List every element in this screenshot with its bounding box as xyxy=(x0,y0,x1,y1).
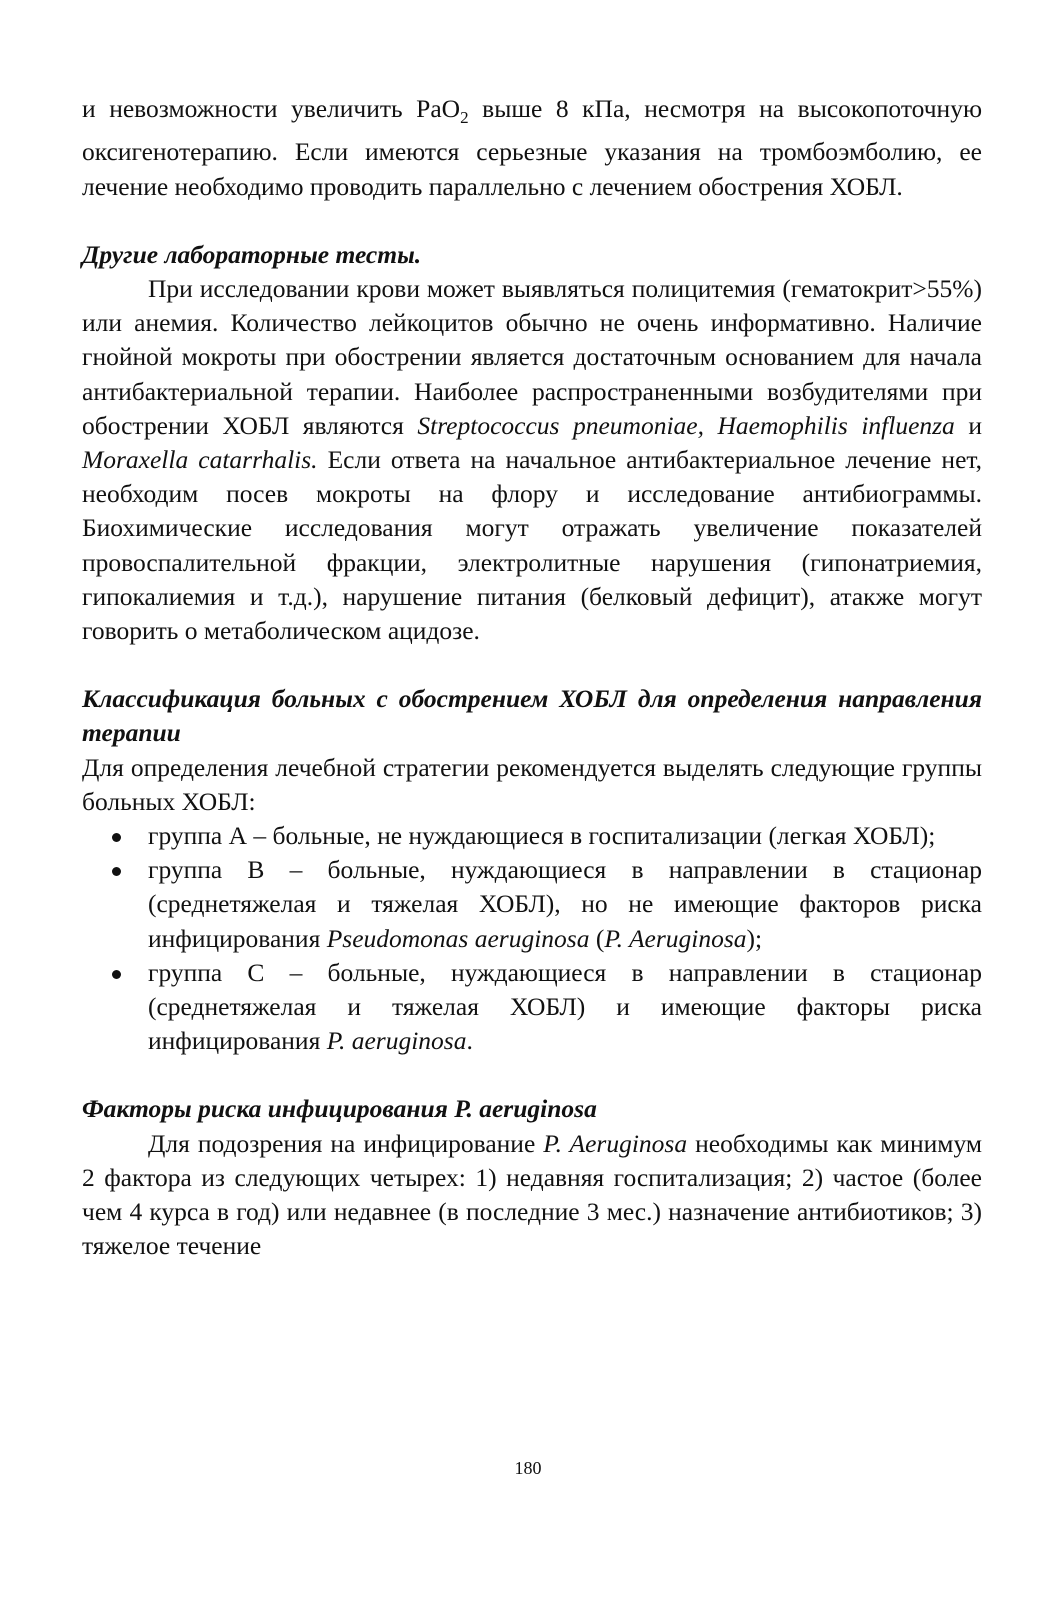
group-c-italic: P. aeruginosa xyxy=(326,1026,467,1056)
group-b-text-b: ( xyxy=(589,923,605,953)
bullet-icon xyxy=(112,833,121,842)
risk-text-b: необходимы как минимум 2 фактора из следующих четырех: 1) недавняя госпитализация; 2) частое (более чем 4 курса в год) или недавнее (в последние 3 мес.) назначение антибиотиков; 3) тяжелое течение xyxy=(82,1128,982,1261)
group-a-item xyxy=(82,819,982,853)
risk-text-a: Для подозрения на инфицирование xyxy=(148,1128,544,1158)
bullet-icon xyxy=(112,970,121,979)
groups-list xyxy=(82,819,982,1058)
group-b-text-c: ); xyxy=(746,923,763,953)
classification-heading: Классификация больных с обострением ХОБЛ для определения направления терапии xyxy=(82,684,982,748)
group-c-text-b: . xyxy=(466,1026,473,1056)
risk-italic: P. Aeruginosa xyxy=(543,1128,688,1158)
lab-text-a: При исследовании крови может выявляться полицитемия (гематокрит>55%) или анемия. Количество лейкоцитов обычно не очень информативно. Наличие гнойной мокроты при обострении является достаточным основанием для начала антибактериальной терапии. Наиболее распространенными возбудителями при обострении ХОБЛ являются xyxy=(82,273,982,440)
intro-text-a: и невозможности увеличить PaO xyxy=(82,94,461,123)
lab-pathogens-italic-2: Moraxella catarrhalis. xyxy=(82,444,318,474)
bullet-icon xyxy=(112,867,121,876)
lab-tests-paragraph xyxy=(82,272,982,648)
intro-paragraph xyxy=(82,92,982,204)
lab-text-c: Если ответа на начальное антибактериальное лечение нет, необходим посев мокроты на флору и исследование антибиограммы. Биохимические исследования могут отражать увеличение показателей провоспалительной фракции, электролитные нарушения (гипонатриемия, гипокалиемия и т.д.), нарушение питания (белковый дефицит), атакже могут говорить о метаболическом ацидозе. xyxy=(82,444,982,645)
risk-factors-paragraph xyxy=(82,1127,982,1264)
page-number: 180 xyxy=(514,1458,542,1478)
group-c-item xyxy=(82,956,982,1059)
group-b-text-a: группа В – больные, нуждающиеся в направлении в стационар (среднетяжелая и тяжелая ХОБЛ), но не имеющие факторов риска инфицирования xyxy=(148,855,982,953)
page-content xyxy=(82,92,982,1263)
classification-intro: Для определения лечебной стратегии рекомендуется выделять следующие группы больных ХОБЛ: xyxy=(82,752,982,816)
group-c-text-a: группа С – больные, нуждающиеся в направлении в стационар (среднетяжелая и тяжелая ХОБЛ) и имеющие факторы риска инфицирования xyxy=(148,957,982,1056)
lab-pathogens-italic-1: Streptococcus pneumoniae, Haemophilis influenza xyxy=(417,410,955,440)
intro-text-b: выше 8 кПа, несмотря на высокопоточную оксигенотерапию. Если имеются серьезные указания на тромбоэмболию, ее лечение необходимо проводить параллельно с лечением обострения ХОБЛ. xyxy=(82,94,982,201)
lab-tests-heading: Другие лабораторные тесты. xyxy=(82,239,422,269)
group-b-italic-1: Pseudomonas aeruginosa xyxy=(326,923,590,953)
group-b-item xyxy=(82,853,982,956)
group-b-italic-2: P. Aeruginosa xyxy=(604,923,747,953)
lab-text-b: и xyxy=(954,410,982,440)
risk-factors-heading: Факторы риска инфицирования P. aeruginosa xyxy=(82,1094,597,1124)
group-a-text: группа А – больные, не нуждающиеся в госпитализации (легкая ХОБЛ); xyxy=(148,820,936,850)
intro-subscript: 2 xyxy=(460,108,469,128)
